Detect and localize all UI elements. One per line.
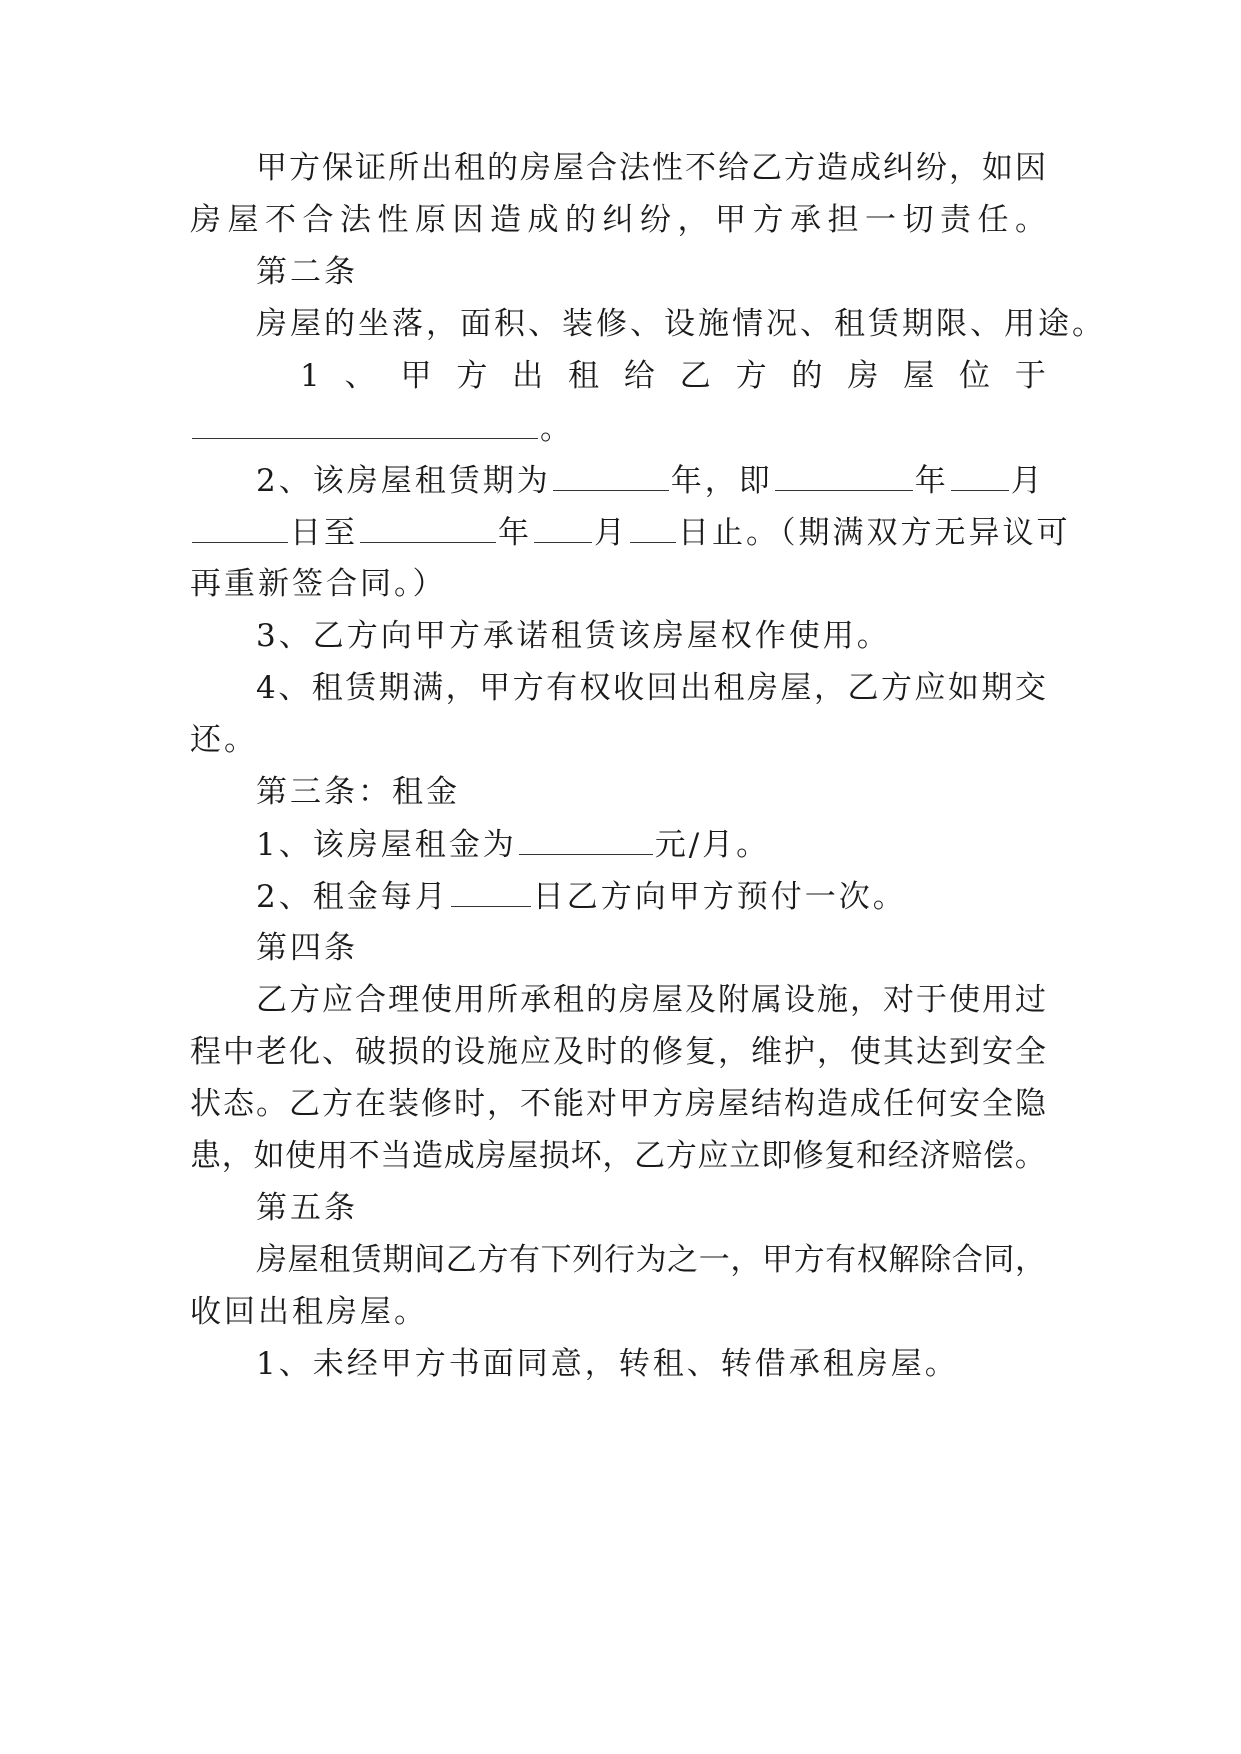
char: 方 xyxy=(456,358,488,394)
paragraph-line xyxy=(256,876,907,916)
char: 租 xyxy=(568,358,600,394)
char: 甲 xyxy=(400,358,432,394)
paragraph-line: 房 屋 不 合 法 性 原 因 造 成 的 纠 纷 ， 甲 方 承 担 一 切 责 任 。 xyxy=(190,202,1046,238)
line-text: 。 xyxy=(540,411,574,447)
paragraph-line xyxy=(300,356,1046,396)
paragraph-line: 3、乙方向甲方承诺租赁该房屋权作使用。 xyxy=(256,618,891,654)
paragraph-line: 再重新签合同。） xyxy=(190,566,447,602)
fill-in-blank xyxy=(775,460,913,491)
paragraph-line xyxy=(256,460,1046,500)
paragraph-line xyxy=(190,408,574,448)
fill-in-blank xyxy=(192,512,288,543)
char: 屋 xyxy=(903,358,935,394)
char: 出 xyxy=(512,358,544,394)
line-text: 年 xyxy=(914,463,949,499)
char: 于 xyxy=(1014,358,1046,394)
line-text: 2、租金每月 xyxy=(256,879,449,915)
line-text: 年，即 xyxy=(670,463,773,499)
paragraph-line: 状 态 。 乙 方 在 装 修 时 ， 不 能 对 甲 方 房 屋 结 构 造 成 任 何 安 全 隐 xyxy=(190,1086,1046,1122)
char: 给 xyxy=(623,358,655,394)
fill-in-blank xyxy=(951,460,1009,491)
paragraph-line: 甲 方 保 证 所 出 租 的 房 屋 合 法 性 不 给 乙 方 造 成 纠 纷 ， 如 因 xyxy=(256,150,1046,186)
paragraph-line: 房屋的坐落，面积、装修、设施情况、租赁期限、用途。 xyxy=(256,306,1106,342)
paragraph-line: 乙 方 应 合 理 使 用 所 承 租 的 房 屋 及 附 属 设 施 ， 对 于 使 用 过 xyxy=(256,982,1046,1018)
section-heading: 第二条 xyxy=(256,254,358,290)
paragraph-line: 房 屋 租 赁 期 间 乙 方 有 下 列 行 为 之 一 ， 甲 方 有 权 解 除 合 同 ， xyxy=(256,1242,1046,1278)
char: 位 xyxy=(959,358,991,394)
line-text: 年 xyxy=(498,515,532,551)
fill-in-blank xyxy=(192,408,538,439)
fill-in-blank xyxy=(360,512,496,543)
fill-in-blank xyxy=(451,876,531,907)
paragraph-line: 程 中 老 化 、 破 损 的 设 施 应 及 时 的 修 复 ， 维 护 ， 使 其 达 到 安 全 xyxy=(190,1034,1046,1070)
paragraph-line: 1、未经甲方书面同意，转租、转借承租房屋。 xyxy=(256,1346,959,1382)
line-text: 日至 xyxy=(290,515,358,551)
fill-in-blank xyxy=(534,512,592,543)
line-text: 日止。（期满双方无异议可 xyxy=(678,515,1071,551)
paragraph-line xyxy=(256,824,770,864)
fill-in-blank xyxy=(553,460,669,491)
section-heading: 第四条 xyxy=(256,930,358,966)
paragraph-line: 还。 xyxy=(190,722,258,758)
line-text: 月 xyxy=(1010,463,1045,499)
char: 1 xyxy=(300,358,320,394)
char: 乙 xyxy=(679,358,711,394)
paragraph-line: 收回出租房屋。 xyxy=(190,1294,428,1330)
line-text: 元/月。 xyxy=(654,827,771,863)
char: 方 xyxy=(735,358,767,394)
fill-in-blank xyxy=(519,824,653,855)
line-text: 2、该房屋租赁期为 xyxy=(256,463,551,499)
char: 房 xyxy=(847,358,879,394)
paragraph-line: 患 ， 如 使 用 不 当 造 成 房 屋 损 坏 ， 乙 方 应 立 即 修 复 和 经 济 赔 偿 。 xyxy=(190,1138,1046,1174)
char: 、 xyxy=(344,358,376,394)
section-heading: 第三条：租金 xyxy=(256,774,460,810)
section-heading: 第五条 xyxy=(256,1190,358,1226)
line-text: 1、该房屋租金为 xyxy=(256,827,517,863)
paragraph-line xyxy=(190,512,1071,552)
fill-in-blank xyxy=(630,512,676,543)
char: 的 xyxy=(791,358,823,394)
line-text: 月 xyxy=(594,515,628,551)
line-text: 日乙方向甲方预付一次。 xyxy=(532,879,907,915)
paragraph-line: 4 、 租 赁 期 满 ， 甲 方 有 权 收 回 出 租 房 屋 ， 乙 方 应 如 期 交 xyxy=(256,670,1046,706)
